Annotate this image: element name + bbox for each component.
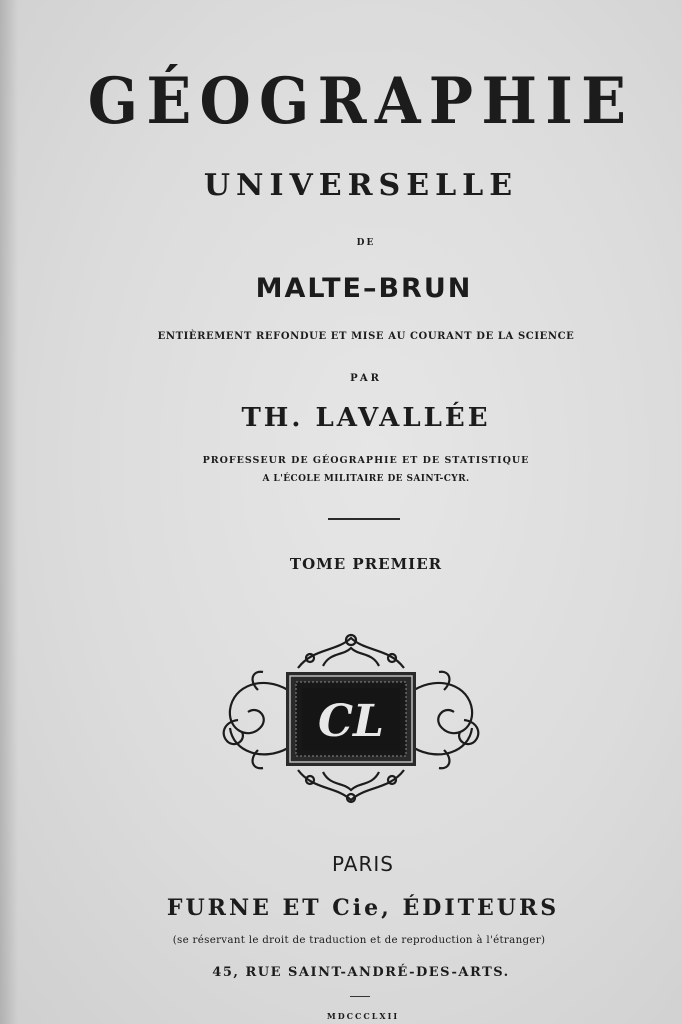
preposition-de: DE [356,238,376,248]
reviser-title-line2: A L'ÉCOLE MILITAIRE DE SAINT-CYR. [262,474,470,484]
volume-label: TOME PREMIER [289,555,443,573]
preposition-par: PAR [350,373,382,384]
publication-city: PARIS [332,852,394,876]
spine-shadow [0,0,18,1024]
reviser-title-line1: PROFESSEUR DE GÉOGRAPHIE ET DE STATISTIQUE [202,455,530,466]
publication-year: MDCCCLXII [326,1011,400,1021]
reviser-name: TH. LAVALLÉE [241,403,491,433]
author-name: MALTE–BRUN [255,273,473,304]
publisher-address: 45, RUE SAINT-ANDRÉ-DES-ARTS. [212,965,510,980]
divider-rule [328,518,400,520]
publisher-monogram-ornament-icon [218,630,484,806]
rights-notice: (se réservant le droit de traduction et de reproduction à l'étranger) [172,934,546,946]
publisher-name: FURNE ET Cie, ÉDITEURS [166,895,560,921]
book-subtitle: UNIVERSELLE [203,168,519,203]
monogram-letters: CL [318,696,384,747]
small-divider [350,996,370,997]
edition-description: ENTIÈREMENT REFONDUE ET MISE AU COURANT DE LA SCIENCE [157,331,575,342]
book-title: GÉOGRAPHIE [87,64,635,139]
